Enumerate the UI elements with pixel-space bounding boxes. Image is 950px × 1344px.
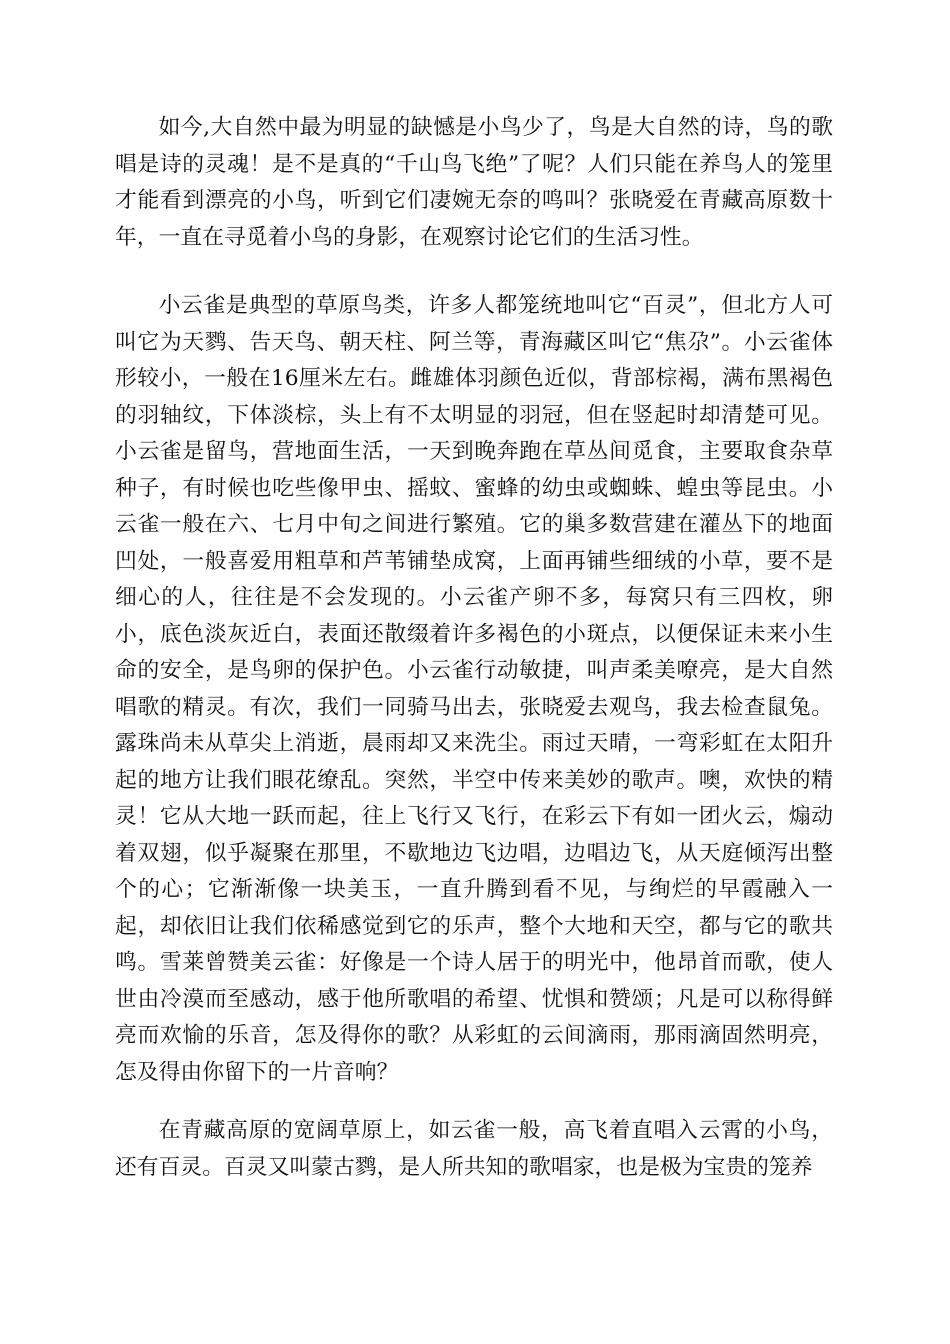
paragraph-skylark: 小云雀是典型的草原鸟类，许多人都笼统地叫它“百灵”，但北方人可叫它为天鹨、告天鸟、朝天柱、阿兰等，青海藏区叫它“焦尕”。小云雀体形较小，一般在16厘米左右。雌雄体羽颜色近似，背部棕褐，满布黑褐色的羽轴纹，下体淡棕，头上有不太明显的羽冠，但在竖起时却清楚可见。小云雀是留鸟，营地面生活，一天到晚奔跑在草丛间觅食，主要取食杂草种子，有时候也吃些像甲虫、摇蚊、蜜蜂的幼虫或蜘蛛、蝗虫等昆虫。小云雀一般在六、七月中旬之间进行繁殖。它的巢多数营建在灌丛下的地面凹处，一般喜爱用粗草和芦苇铺垫成窝，上面再铺些细绒的小草，要不是细心的人，往往是不会发现的。小云雀产卵不多，每窝只有三四枚，卵小，底色淡灰近白，表面还散缀着许多褐色的小斑点，以便保证未来小生命的安全，是鸟卵的保护色。小云雀行动敏捷，叫声柔美嘹亮，是大自然唱歌的精灵。有次，我们一同骑马出去，张晓爱去观鸟，我去检查鼠兔。露珠尚未从草尖上消逝，晨雨却又来洗尘。雨过天晴，一弯彩虹在太阳升起的地方让我们眼花缭乱。突然，半空中传来美妙的歌声。噢，欢快的精灵！它从大地一跃而起，往上飞行又飞行，在彩云下有如一团火云，煽动着双翅，似乎凝聚在那里，不歇地边飞边唱，边唱边飞，从天庭倾泻出整个的心；它渐渐像一块美玉，一直升腾到看不见，与绚烂的早霞融入一起，却依旧让我们依稀感觉到它的乐声，整个大地和天空，都与它的歌共鸣。雪莱曾赞美云雀：好像是一个诗人居于的明光中，他昂首而歌，使人世由冷漠而至感动，感于他所歌唱的希望、忧惧和赞颂；凡是可以称得鲜亮而欢愉的乐音，怎及得你的歌？从彩虹的云间滴雨，那雨滴固然明亮，怎及得由你留下的一片音响？ <box>115 293 833 1085</box>
paragraph-intro: 如今,大自然中最为明显的缺憾是小鸟少了，鸟是大自然的诗，鸟的歌唱是诗的灵魂！是不是真的“千山鸟飞绝”了呢？人们只能在养鸟人的笼里才能看到漂亮的小鸟，听到它们凄婉无奈的鸣叫？张晓爱在青藏高原数十年，一直在寻觅着小鸟的身影，在观察讨论它们的生活习性。 <box>115 115 833 250</box>
paragraph-gap <box>115 256 833 288</box>
document-page <box>115 110 833 1186</box>
paragraph-gap <box>115 1091 833 1113</box>
paragraph-lark: 在青藏高原的宽阔草原上，如云雀一般，高飞着直唱入云霄的小鸟，还有百灵。百灵又叫蒙古鹨，是人所共知的歌唱家，也是极为宝贵的笼养 <box>115 1118 833 1180</box>
